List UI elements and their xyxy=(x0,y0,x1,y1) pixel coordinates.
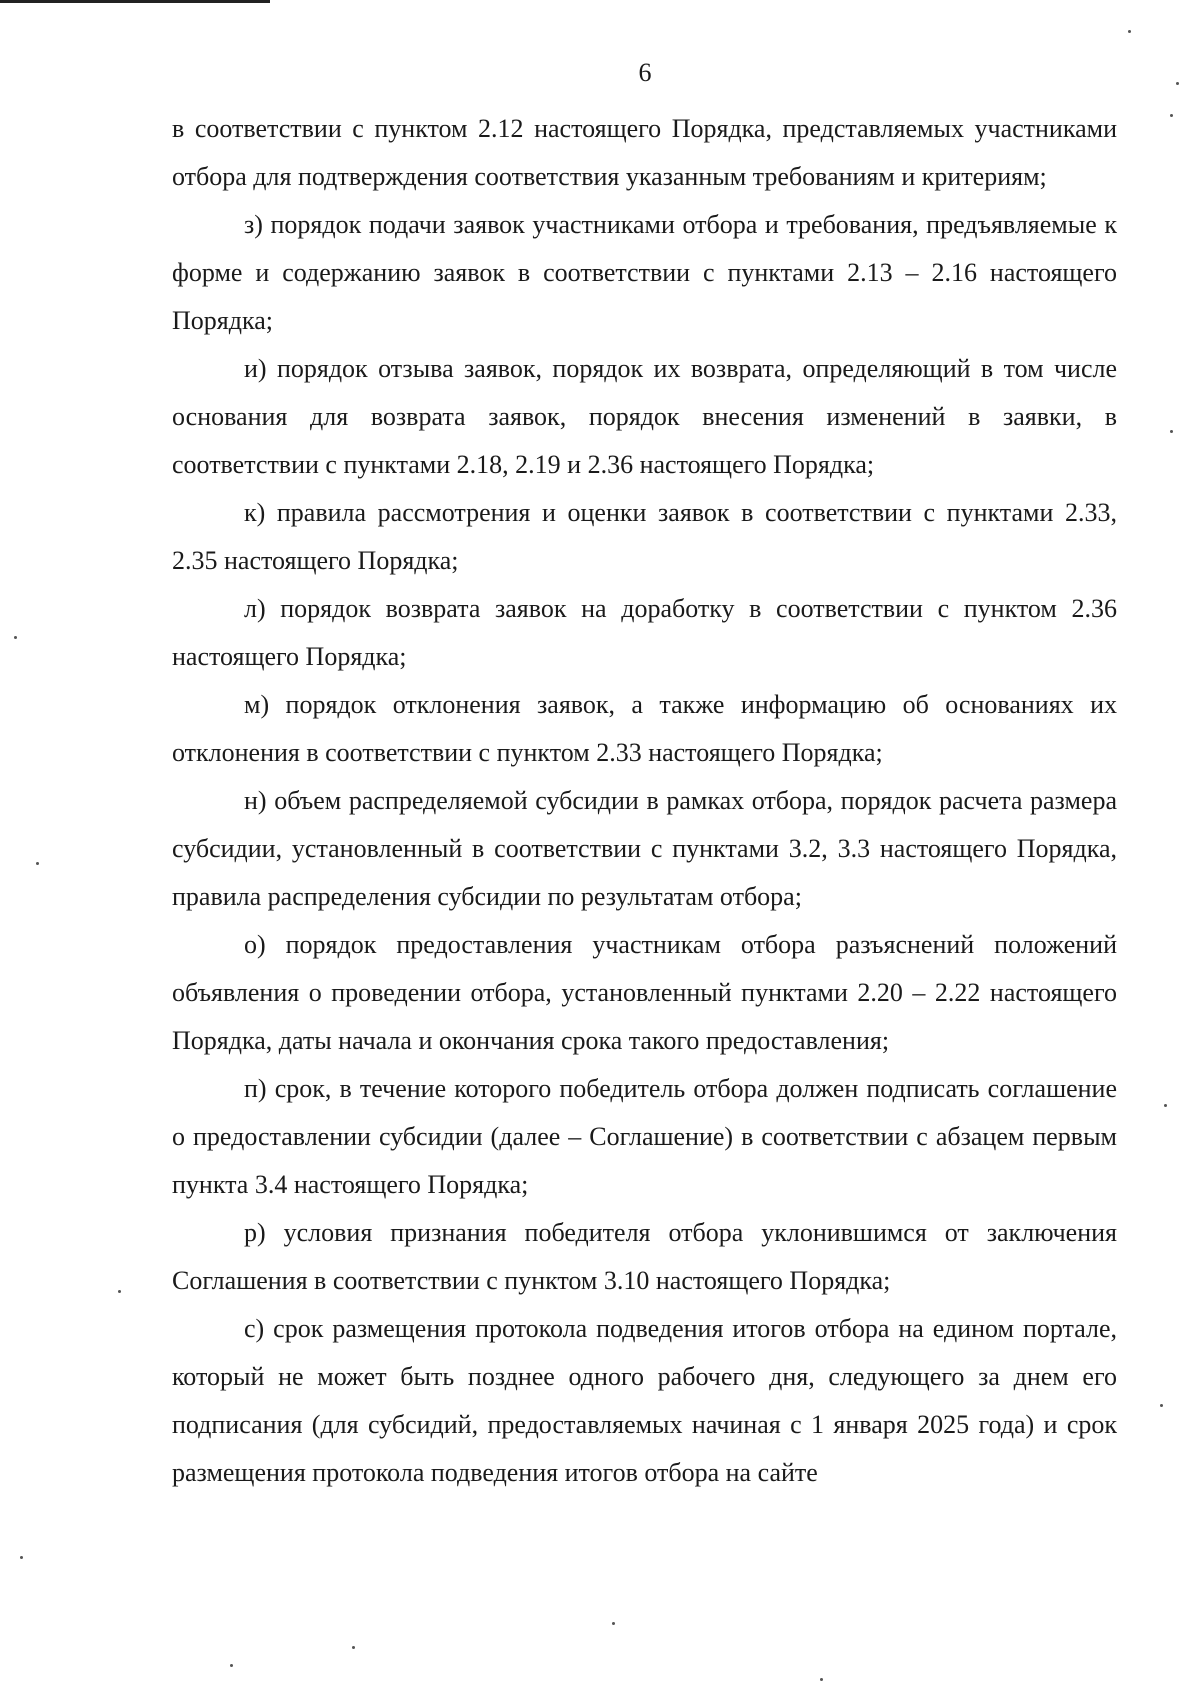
paragraph-item-m: м) порядок отклонения заявок, а также информацию об основаниях их отклонения в соответствии с пунктом 2.33 настоящего Порядка; xyxy=(172,690,1117,767)
scan-speck xyxy=(1160,1404,1163,1407)
scan-speck xyxy=(14,636,17,639)
scan-speck xyxy=(1128,30,1131,33)
scan-speck xyxy=(1170,114,1173,117)
scan-speck xyxy=(820,1678,823,1681)
scan-speck xyxy=(352,1646,355,1649)
document-body xyxy=(172,105,1117,1497)
paragraph-item-z: з) порядок подачи заявок участниками отбора и требования, предъявляемые к форме и содержанию заявок в соответствии с пунктами 2.13 – 2.16 настоящего Порядка; xyxy=(172,210,1117,335)
scan-speck xyxy=(20,1556,23,1559)
paragraph-item-p: п) срок, в течение которого победитель отбора должен подписать соглашение о предоставлении субсидии (далее – Соглашение) в соответствии с абзацем первым пункта 3.4 настоящего Порядка; xyxy=(172,1074,1117,1199)
scan-speck xyxy=(1170,430,1173,433)
scan-speck xyxy=(118,1290,121,1293)
scan-edge-line xyxy=(0,0,270,3)
scan-speck xyxy=(36,862,39,865)
paragraph-item-i: и) порядок отзыва заявок, порядок их возврата, определяющий в том числе основания для возврата заявок, порядок внесения изменений в заявки, в соответствии с пунктами 2.18, 2.19 и 2.36 настоящего Порядка; xyxy=(172,354,1117,479)
paragraph-item-s: с) срок размещения протокола подведения итогов отбора на едином портале, который не может быть позднее одного рабочего дня, следующего за днем его подписания (для субсидий, предоставляемых начиная с 1 января 2025 года) и срок размещения протокола подведения итогов отбора на сайте xyxy=(172,1314,1117,1487)
page-number: 6 xyxy=(638,58,652,87)
paragraph-item-r: р) условия признания победителя отбора уклонившимся от заключения Соглашения в соответствии с пунктом 3.10 настоящего Порядка; xyxy=(172,1218,1117,1295)
scan-speck xyxy=(230,1664,233,1667)
paragraph-item-k: к) правила рассмотрения и оценки заявок в соответствии с пунктами 2.33, 2.35 настоящего Порядка; xyxy=(172,498,1117,575)
scan-speck xyxy=(612,1622,615,1625)
paragraph-continuation: в соответствии с пунктом 2.12 настоящего Порядка, представляемых участниками отбора для подтверждения соответствия указанным требованиям и критериям; xyxy=(172,114,1117,191)
paragraph-item-n: н) объем распределяемой субсидии в рамках отбора, порядок расчета размера субсидии, установленный в соответствии с пунктами 3.2, 3.3 настоящего Порядка, правила распределения субсидии по результатам отбора; xyxy=(172,786,1117,911)
paragraph-item-o: о) порядок предоставления участникам отбора разъяснений положений объявления о проведении отбора, установленный пунктами 2.20 – 2.22 настоящего Порядка, даты начала и окончания срока такого предоставления; xyxy=(172,930,1117,1055)
paragraph-item-l: л) порядок возврата заявок на доработку в соответствии с пунктом 2.36 настоящего Порядка; xyxy=(172,594,1117,671)
scan-speck xyxy=(1176,82,1179,85)
scan-speck xyxy=(1164,1104,1167,1107)
